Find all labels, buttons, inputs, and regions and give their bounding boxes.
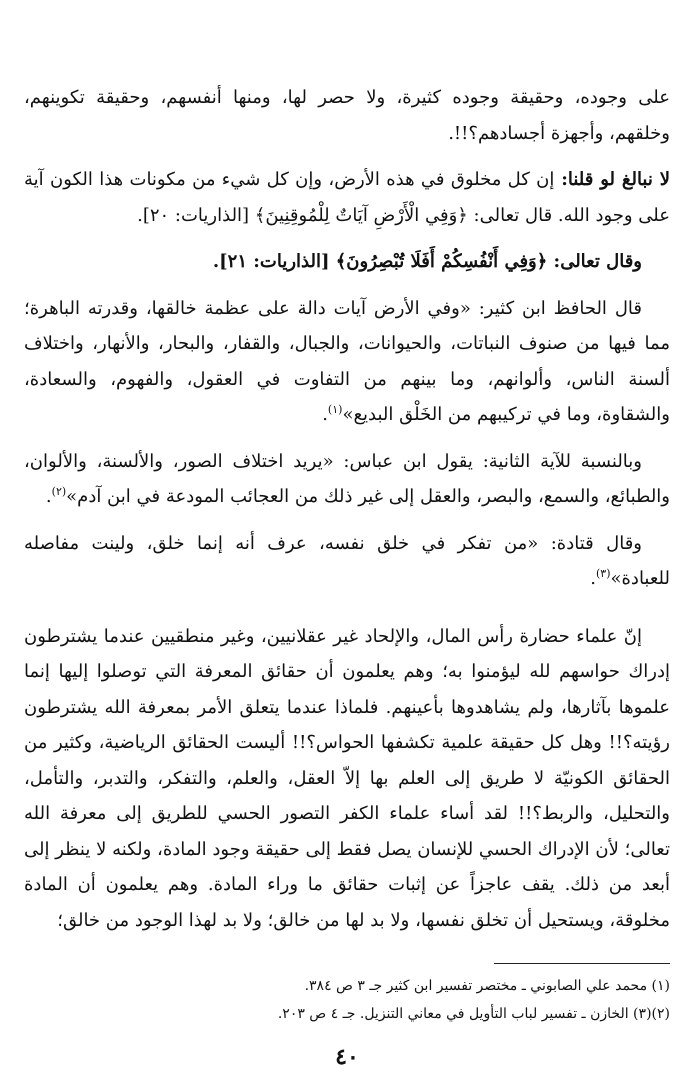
- paragraph-ibn-kathir: قال الحافظ ابن كثير: «وفي الأرض آيات دالة على عظمة خالقها، وقدرته الباهرة؛ مما فيها من صنوف النباتات، والحيوانات، والجبال، والقفار، والبحار، والأنهار، واختلاف ألسنة الناس، وألوانهم، وما بينهم من التفاوت في العقول، والفهوم، والسعادة، والشقاوة، وما في تركيبهم من الخَلْق البديع»$^{(١)}$.: [24, 297, 670, 425]
- footnote-divider: [494, 963, 670, 964]
- footnotes: [24, 972, 670, 1028]
- paragraph-text: وبالنسبة للآية الثانية: يقول ابن عباس: «يريد اختلاف الصور، والألسنة، والألوان، والطبائع، والسمع، والبصر، والعقل إلى غير ذلك من العجائب المودعة في ابن آدم»: [24, 450, 670, 507]
- footnote-marker[interactable]: (١): [327, 403, 343, 416]
- paragraph-atheist-scientists: [24, 619, 670, 939]
- main-text: [24, 80, 670, 938]
- paragraph-text: وقال تعالى: ﴿وَفِي أَنْفُسِكُمْ أَفَلَا تُبْصِرُونَ﴾ [الذاريات: ٢١].: [212, 251, 642, 272]
- paragraph-text: إنّ علماء حضارة رأس المال، والإلحاد غير عقلانيين، وغير منطقيين عندما يشترطون إدراك حواسهم لله ليؤمنوا به؛ وهم يعلمون أن حقائق المعرفة التي توصلوا إليها إنما علموها بآثارها، ولم يشاهدوها بأعينهم. فلماذا عندما يتعلق الأمر بمعرفة الله يشترطون رؤيته؟!! وهل كل حقيقة علمية تكشفها الحواس؟!! أليست الحقائق الرياضية، وكثير من الحقائق الكونيّة لا طريق إلى العلم بها إلاّ العقل، والعلم، والتفكر، والتدبر، والتأمل، والتحليل، والربط؟!! لقد أساء علماء الكفر التصور الحسي للطريق إلى معرفة الله تعالى؛ لأن الإدراك الحسي للإنسان يصل فقط إلى حقيقة وجود المادة، ولكنه لا ينظر إلى أبعد من ذلك. يقف عاجزاً عن إثبات حقائق ما وراء المادة. وهم يعلمون أن المادة مخلوقة، ويستحيل أن تخلق نفسها، ولا بد لها من خالق؛ ولا بد لهذا الوجود من خالق؛: [24, 625, 671, 931]
- page-number: ٤٠: [335, 1044, 359, 1070]
- paragraph-creation-signs: [24, 162, 670, 233]
- paragraph-text: إن كل مخلوق في هذه الأرض، وإن كل شيء من مكونات هذا الكون آية على وجود الله. قال تعالى: ﴿وَفِي الْأَرْضِ آيَاتٌ لِلْمُوقِنِينَ﴾ [الذاريات: ٢٠].: [24, 169, 670, 226]
- paragraph-continuation: [24, 80, 670, 151]
- footnote-item: (١) محمد علي الصابوني ـ مختصر تفسير ابن كثير جـ ٣ ص ٣٨٤.: [304, 978, 670, 994]
- paragraph-text: وقال قتادة: «من تفكر في خلق نفسه، عرف أنه إنما خلق، ولينت مفاصله للعبادة»: [24, 532, 670, 589]
- lead-phrase: لا نبالغ لو قلنا:: [554, 169, 670, 190]
- footnote-item: (٢)(٣) الخازن ـ تفسير لباب التأويل في معاني التنزيل. جـ ٤ ص ٢٠٣.: [277, 1006, 670, 1022]
- footnote-marker[interactable]: (٢): [51, 485, 67, 498]
- paragraph-text: على وجوده، وحقيقة وجوده كثيرة، ولا حصر لها، ومنها أنفسهم، وحقيقة تكوينهم، وخلقهم، وأجهزة أجسادهم؟!!.: [24, 87, 670, 144]
- footnote-marker[interactable]: (٣): [595, 567, 611, 580]
- paragraph-ibn-abbas: وبالنسبة للآية الثانية: يقول ابن عباس: «يريد اختلاف الصور، والألسنة، والألوان، والطبائع، والسمع، والبصر، والعقل إلى غير ذلك من العجائب المودعة في ابن آدم»$^{(٢)}$.: [24, 450, 670, 507]
- paragraph-text: قال الحافظ ابن كثير: «وفي الأرض آيات دالة على عظمة خالقها، وقدرته الباهرة؛ مما فيها من صنوف النباتات، والحيوانات، والجبال، والقفار، والبحار، والأنهار، واختلاف ألسنة الناس، وألوانهم، وما بينهم من التفاوت في العقول، والفهوم، والسعادة، والشقاوة، وما في تركيبهم من الخَلْق البديع»: [24, 297, 670, 425]
- paragraph-qatada: وقال قتادة: «من تفكر في خلق نفسه، عرف أنه إنما خلق، ولينت مفاصله للعبادة»$^{(٣)}$.: [24, 532, 670, 589]
- paragraph-verse: [24, 244, 670, 280]
